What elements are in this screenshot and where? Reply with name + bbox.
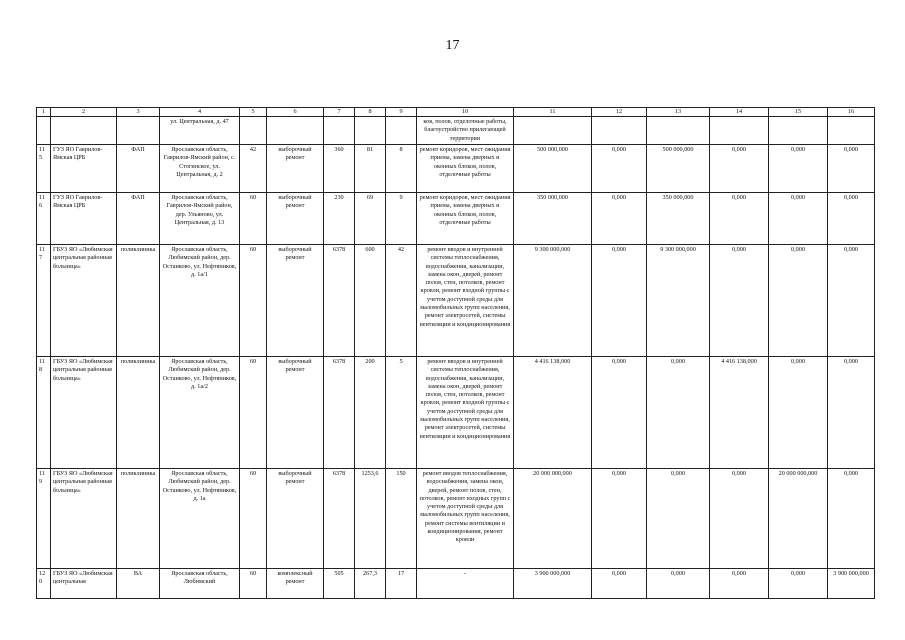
col-16-value: 0,000 [828,193,875,245]
work-description: ремонт вводов теплоснабжения, водоснабжения, замена окон, дверей, ремонт полов, стен, потолков, ремонт входных групп с учетом доступной среды для маломобильных групп населения, ремонт системы вентиляции и кондиционирования, ремонт кровли [417,469,514,569]
work-description: - [417,569,514,599]
organization-name: ГБУЗ ЯО «Любимская центральная районная больница» [51,245,117,357]
column-number-header: 1 [37,108,51,117]
col-13-value: 0,000 [647,469,710,569]
total-cost: 9 300 000,000 [514,245,592,357]
col-8-value: 1253,6 [355,469,386,569]
facility-address: Ярославская область, Любимский район, дер. Останково, ул. Нефтяников, д. 1а [160,469,240,569]
work-description: ремонт вводов и внутренней системы теплоснабжения, водоснабжения, канализации, замена окон, дверей, ремонт полов, стен, потолков, ремонт кровли, ремонт входной группы с учетом доступной среды для маломобильных групп населения, ремонт электросетей, системы вентиляции и кондиционирования [417,357,514,469]
repair-program-table [36,107,875,599]
col-8-value [355,117,386,145]
col-7-value: 6378 [324,245,355,357]
col-12-value: 0,000 [592,469,647,569]
facility-address: Ярославская область, Любимский район, дер. Останково, ул. Нефтяников, д. 1а/2 [160,357,240,469]
col-14-value: 4 416 138,000 [710,357,769,469]
row-number: 118 [37,357,51,469]
col-5-value: 60 [240,469,267,569]
facility-type [117,117,160,145]
facility-type: поликлиника [117,469,160,569]
row-number: 119 [37,469,51,569]
col-15-value [769,117,828,145]
organization-name: ГУЗ ЯО Гаврилов-Ямская ЦРБ [51,193,117,245]
work-description: ремонт коридоров, мест ожидания приема, замена дверных и оконных блоков, полов, отделочные работы [417,145,514,193]
row-number: 120 [37,569,51,599]
column-number-header: 10 [417,108,514,117]
column-number-header: 11 [514,108,592,117]
col-13-value: 9 300 000,000 [647,245,710,357]
row-number: 115 [37,145,51,193]
col-12-value [592,117,647,145]
column-number-header: 12 [592,108,647,117]
facility-type: поликлиника [117,245,160,357]
col-13-value: 0,000 [647,357,710,469]
col-14-value: 0,000 [710,245,769,357]
repair-type: выборочный ремонт [267,145,324,193]
page-number: 17 [445,38,460,53]
repair-type: комплексный ремонт [267,569,324,599]
column-number-header-row [37,108,875,117]
column-number-header: 9 [386,108,417,117]
column-number-header: 2 [51,108,117,117]
col-5-value: 60 [240,245,267,357]
table-row [37,357,875,469]
col-15-value: 0,000 [769,193,828,245]
table-row [37,117,875,145]
repair-type: выборочный ремонт [267,357,324,469]
total-cost: 3 900 000,000 [514,569,592,599]
column-number-header: 3 [117,108,160,117]
organization-name: ГБУЗ ЯО «Любимская центральная районная больница» [51,357,117,469]
column-number-header: 6 [267,108,324,117]
col-8-value: 600 [355,245,386,357]
col-5-value: 60 [240,569,267,599]
col-7-value: 230 [324,193,355,245]
col-9-value: 5 [386,357,417,469]
row-number: 117 [37,245,51,357]
facility-type: поликлиника [117,357,160,469]
col-7-value: 505 [324,569,355,599]
total-cost [514,117,592,145]
repair-type: выборочный ремонт [267,245,324,357]
facility-type: ВА [117,569,160,599]
col-7-value: 360 [324,145,355,193]
column-number-header: 13 [647,108,710,117]
col-8-value: 81 [355,145,386,193]
col-8-value: 69 [355,193,386,245]
col-15-value: 0,000 [769,145,828,193]
table-row [37,245,875,357]
col-12-value: 0,000 [592,145,647,193]
col-15-value: 20 000 000,000 [769,469,828,569]
col-16-value: 0,000 [828,245,875,357]
total-cost: 20 000 000,000 [514,469,592,569]
col-13-value: 0,000 [647,569,710,599]
table-row [37,193,875,245]
organization-name: ГБУЗ ЯО «Любимская центральная [51,569,117,599]
col-8-value: 267,3 [355,569,386,599]
col-13-value: 500 000,000 [647,145,710,193]
col-14-value: 0,000 [710,469,769,569]
col-9-value: 17 [386,569,417,599]
table-row [37,469,875,569]
column-number-header: 16 [828,108,875,117]
col-7-value: 6378 [324,469,355,569]
repair-type [267,117,324,145]
column-number-header: 5 [240,108,267,117]
col-12-value: 0,000 [592,245,647,357]
col-7-value: 6378 [324,357,355,469]
col-5-value: 60 [240,193,267,245]
work-description: ков, полов, отделочные работы, благоустройство прилегающей территории [417,117,514,145]
col-13-value [647,117,710,145]
work-description: ремонт вводов и внутренней системы теплоснабжения, водоснабжения, канализации, замена окон, дверей, ремонт полов, стен, потолков, ремонт кровли, ремонт входной группы с учетом доступной среды для маломобильных групп населения, ремонт электросетей, системы вентиляции и кондиционирования [417,245,514,357]
row-number [37,117,51,145]
col-5-value: 42 [240,145,267,193]
table-row [37,569,875,599]
col-12-value: 0,000 [592,569,647,599]
column-number-header: 14 [710,108,769,117]
col-13-value: 350 000,000 [647,193,710,245]
table-row [37,145,875,193]
col-15-value: 0,000 [769,357,828,469]
work-description: ремонт коридоров, мест ожидания приема, замена дверных и оконных блоков, полов, отделочные работы [417,193,514,245]
col-14-value: 0,000 [710,193,769,245]
col-16-value: 0,000 [828,145,875,193]
table-body [37,108,875,599]
col-5-value [240,117,267,145]
col-9-value [386,117,417,145]
column-number-header: 4 [160,108,240,117]
facility-address: ул. Центральная, д. 47 [160,117,240,145]
column-number-header: 7 [324,108,355,117]
facility-address: Ярославская область, Любимский район, дер. Останково, ул. Нефтяников, д. 1а/1 [160,245,240,357]
repair-type: выборочный ремонт [267,193,324,245]
facility-type: ФАП [117,193,160,245]
organization-name: ГУЗ ЯО Гаврилов-Ямская ЦРБ [51,145,117,193]
col-16-value [828,117,875,145]
col-12-value: 0,000 [592,357,647,469]
col-9-value: 150 [386,469,417,569]
organization-name: ГБУЗ ЯО «Любимская центральная районная больница» [51,469,117,569]
col-12-value: 0,000 [592,193,647,245]
col-9-value: 42 [386,245,417,357]
total-cost: 350 000,000 [514,193,592,245]
col-14-value: 0,000 [710,145,769,193]
row-number: 116 [37,193,51,245]
total-cost: 4 416 138,000 [514,357,592,469]
facility-address: Ярославская область, Гаврилов-Ямский район, с. Стогинское, ул. Центральная, д. 2 [160,145,240,193]
column-number-header: 8 [355,108,386,117]
col-15-value: 0,000 [769,245,828,357]
facility-type: ФАП [117,145,160,193]
col-16-value: 0,000 [828,357,875,469]
col-15-value: 0,000 [769,569,828,599]
facility-address: Ярославская область, Гаврилов-Ямский район, дер. Ульяново, ул. Центральная, д. 13 [160,193,240,245]
organization-name [51,117,117,145]
col-16-value: 3 900 000,000 [828,569,875,599]
col-5-value: 60 [240,357,267,469]
col-16-value: 0,000 [828,469,875,569]
total-cost: 500 000,000 [514,145,592,193]
col-14-value [710,117,769,145]
col-9-value: 9 [386,193,417,245]
column-number-header: 15 [769,108,828,117]
facility-address: Ярославская область, Любимский [160,569,240,599]
col-14-value: 0,000 [710,569,769,599]
col-7-value [324,117,355,145]
repair-type: выборочный ремонт [267,469,324,569]
col-8-value: 200 [355,357,386,469]
col-9-value: 8 [386,145,417,193]
